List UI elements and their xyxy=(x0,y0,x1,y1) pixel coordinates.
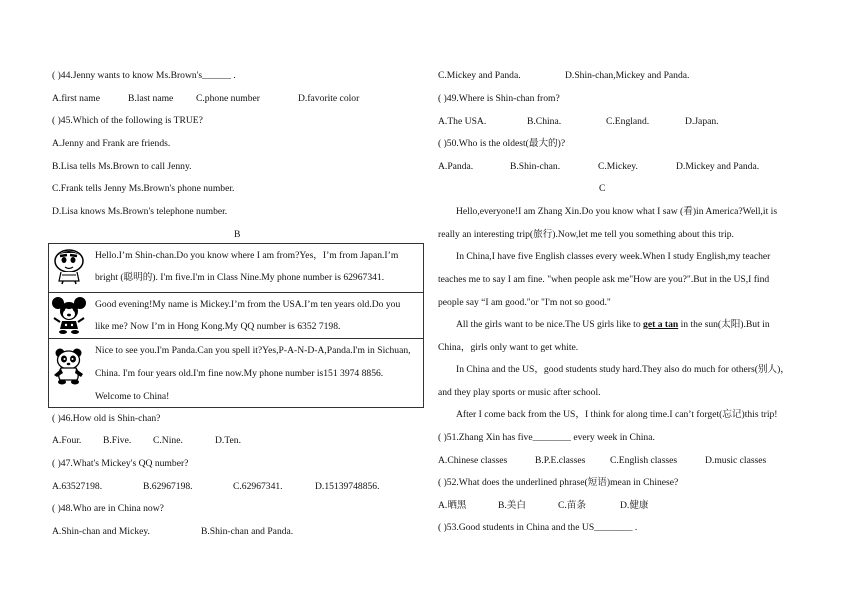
q50-option-a: A.Panda. xyxy=(438,161,474,172)
q49-option-b: B.China. xyxy=(527,116,562,127)
panda-line-1: Nice to see you.I'm Panda.Can you spell it?Yes,P-A-N-D-A,Panda.I'm in Sichuan, xyxy=(95,345,411,356)
question-53-stem: ( )53.Good students in China and the US________ . xyxy=(438,522,638,533)
passage-c-para4-line2: and they play sports or music after school. xyxy=(438,387,601,398)
right-column xyxy=(430,0,860,608)
q50-option-b: B.Shin-chan. xyxy=(510,161,561,172)
q44-option-b: B.last name xyxy=(128,93,174,104)
q44-option-c: C.phone number xyxy=(196,93,260,104)
question-45-stem: ( )45.Which of the following is TRUE? xyxy=(52,115,203,126)
q51-option-b: B.P.E.classes xyxy=(535,455,586,466)
section-c-heading: C xyxy=(599,183,606,194)
q52-option-d: D.健康 xyxy=(620,500,649,511)
question-44-stem: ( )44.Jenny wants to know Ms.Brown's______ . xyxy=(52,70,236,81)
q49-option-a: A.The USA. xyxy=(438,116,487,127)
section-b-heading: B xyxy=(234,229,241,240)
shin-chan-intro-text xyxy=(95,244,419,289)
panda-line-3: Welcome to China! xyxy=(95,391,170,402)
q50-option-d: D.Mickey and Panda. xyxy=(676,161,760,172)
table-row-panda xyxy=(49,338,423,409)
para3-text-before: All the girls want to be nice.The US girls like to xyxy=(456,319,644,330)
passage-c-para2-line1: In China,I have five English classes every week.When I study English,my teacher xyxy=(456,251,771,262)
passage-c-para2-line2: teaches me to say I am fine. "when people ask me"How are you?".But in the US,I find xyxy=(438,274,770,285)
mickey-line-2: like me? Now I’m in Hong Kong.My QQ number is 6352 7198. xyxy=(95,321,341,332)
q48-option-b: B.Shin-chan and Panda. xyxy=(201,526,294,537)
q44-option-a: A.first name xyxy=(52,93,100,104)
q49-option-d: D.Japan. xyxy=(685,116,719,127)
passage-c-para3-line1 xyxy=(456,319,770,331)
mickey-mouse-cartoon-icon xyxy=(51,296,87,334)
table-row-mickey xyxy=(49,292,423,338)
q48-option-d: D.Shin-chan,Mickey and Panda. xyxy=(565,70,690,81)
shin-chan-line-2: bright (聪明的). I'm five.I'm in Class Nine.My phone number is 62967341. xyxy=(95,272,385,283)
q47-option-c: C.62967341. xyxy=(233,481,283,492)
question-52-stem: ( )52.What does the underlined phrase(短语)mean in Chinese? xyxy=(438,477,679,488)
panda-cartoon-icon xyxy=(51,347,87,385)
q47-option-a: A.63527198. xyxy=(52,481,103,492)
q44-option-d: D.favorite color xyxy=(298,93,360,104)
q51-option-a: A.Chinese classes xyxy=(438,455,508,466)
mickey-intro-text xyxy=(95,293,419,338)
q45-option-a: A.Jenny and Frank are friends. xyxy=(52,138,171,149)
q45-option-b: B.Lisa tells Ms.Brown to call Jenny. xyxy=(52,161,192,172)
q52-option-b: B.美白 xyxy=(498,500,526,511)
question-49-stem: ( )49.Where is Shin-chan from? xyxy=(438,93,560,104)
q46-option-b: B.Five. xyxy=(103,435,132,446)
passage-c-para5-line1: After I come back from the US，I think for along time.I can’t forget(忘记)this trip! xyxy=(456,409,778,420)
passage-c-para2-line3: people say “I am good."or "I'm not so good." xyxy=(438,297,611,308)
q52-option-c: C.苗条 xyxy=(558,500,586,511)
q47-option-b: B.62967198. xyxy=(143,481,193,492)
q51-option-c: C.English classes xyxy=(610,455,678,466)
passage-c-para1-line2: really an interesting trip(旅行).Now,let me tell you something about this trip. xyxy=(438,229,734,240)
shin-chan-line-1: Hello.I’m Shin-chan.Do you know where I am from?Yes，I’m from Japan.I’m xyxy=(95,250,399,261)
q52-option-a: A.晒黑 xyxy=(438,500,467,511)
table-row-shin-chan xyxy=(49,244,423,292)
q48-option-c: C.Mickey and Panda. xyxy=(438,70,521,81)
passage-c-para3-line2: China，girls only want to get white. xyxy=(438,342,579,353)
q49-option-c: C.England. xyxy=(606,116,650,127)
shin-chan-cartoon-icon xyxy=(51,247,87,285)
question-48-stem: ( )48.Who are in China now? xyxy=(52,503,164,514)
q46-option-a: A.Four. xyxy=(52,435,82,446)
q48-option-a: A.Shin-chan and Mickey. xyxy=(52,526,150,537)
q50-option-c: C.Mickey. xyxy=(598,161,638,172)
q51-option-d: D.music classes xyxy=(705,455,767,466)
q45-option-d: D.Lisa knows Ms.Brown's telephone number. xyxy=(52,206,228,217)
para3-text-after: in the sun(太阳).But in xyxy=(678,319,770,330)
panda-intro-text xyxy=(95,339,419,408)
q47-option-d: D.15139748856. xyxy=(315,481,380,492)
question-46-stem: ( )46.How old is Shin-chan? xyxy=(52,413,161,424)
passage-c-para1-line1: Hello,everyone!I am Zhang Xin.Do you know what I saw (看)in America?Well,it is xyxy=(456,206,778,217)
panda-line-2: China. I'm four years old.I'm fine now.My phone number is151 3974 8856. xyxy=(95,368,384,379)
character-info-table xyxy=(48,243,424,408)
passage-c-para4-line1: In China and the US，good students study hard.They also do much for others(别人)， xyxy=(456,364,790,375)
q46-option-d: D.Ten. xyxy=(215,435,241,446)
q46-option-c: C.Nine. xyxy=(153,435,183,446)
q45-option-c: C.Frank tells Jenny Ms.Brown's phone number. xyxy=(52,183,235,194)
question-47-stem: ( )47.What's Mickey's QQ number? xyxy=(52,458,189,469)
question-51-stem: ( )51.Zhang Xin has five________ every week in China. xyxy=(438,432,655,443)
question-50-stem: ( )50.Who is the oldest(最大的)? xyxy=(438,138,566,149)
underlined-phrase: get a tan xyxy=(643,319,679,330)
mickey-line-1: Good evening!My name is Mickey.I’m from the USA.I’m ten years old.Do you xyxy=(95,299,401,310)
